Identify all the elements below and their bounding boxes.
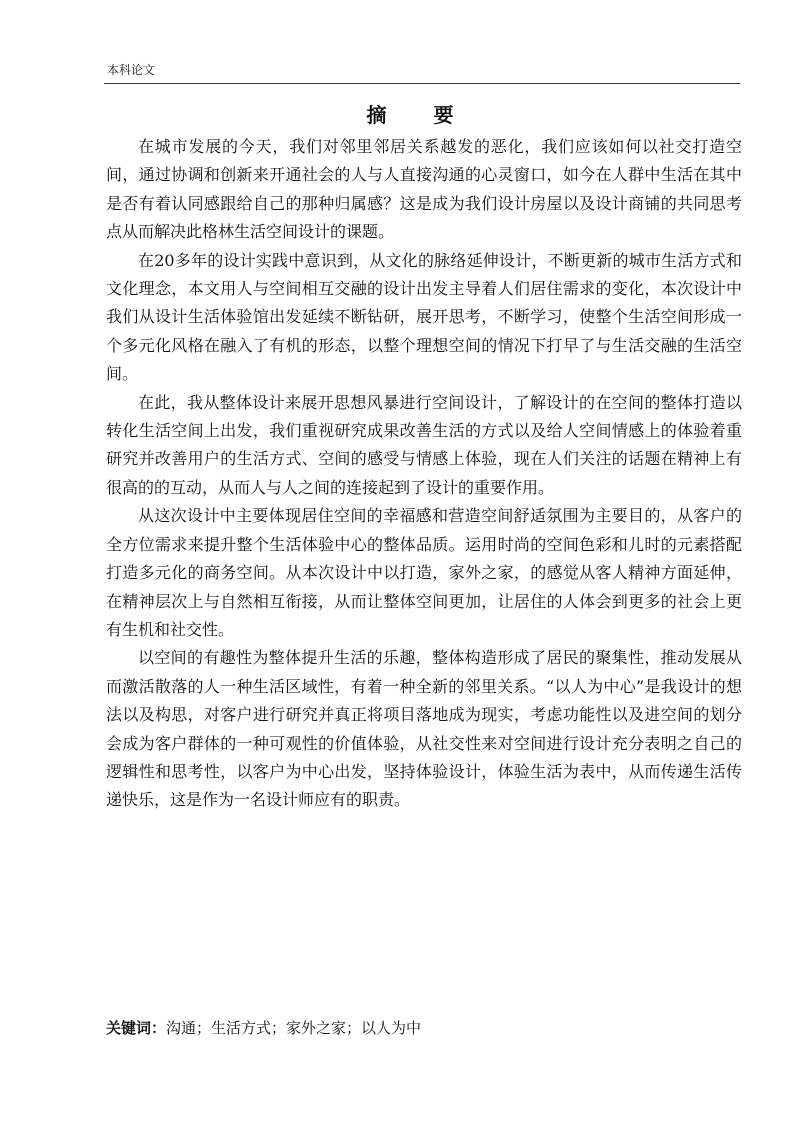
page-title: 摘 要 (366, 103, 474, 127)
header-rule (104, 83, 740, 84)
keywords-label: 关键词： (106, 1019, 167, 1037)
running-header: 本科论文 (107, 63, 156, 77)
abstract-paragraph: 以空间的有趣性为整体提升生活的乐趣，整体构造形成了居民的聚集性，推动发展从而激活散落的人一种生活区域性，有着一种全新的邻里关系。“以人为中心”是我设计的想法以及构思，对客户进行研究并真正将项目落地成为现实，考虑功能性以及进空间的划分会成为客户群体的一种可观性的价值体验，从社交性来对空间进行设计充分表明之自己的逻辑性和思考性，以客户为中心出发，坚持体验设计，体验生活为表中，从而传递生活传递快乐，这是作为一名设计师应有的职责。 (106, 648, 742, 810)
abstract-paragraph: 在此，我从整体设计来展开思想风暴进行空间设计，了解设计的在空间的整体打造以转化生活空间上出发，我们重视研究成果改善生活的方式以及给人空间情感上的体验着重研究并改善用户的生活方式、空间的感受与情感上体验，现在人们关注的话题在精神上有很高的的互动，从而人与人之间的连接起到了设计的重要作用。 (106, 392, 742, 497)
abstract-body (106, 133, 742, 815)
abstract-paragraph: 从这次设计中主要体现居住空间的幸福感和营造空间舒适氛围为主要目的，从客户的全方位需求来提升整个生活体验中心的整体品质。运用时尚的空间色彩和儿时的元素搭配打造多元化的商务空间。从本次设计中以打造，家外之家，的感觉从客人精神方面延伸，在精神层次上与自然相互衔接，从而让整体空间更加，让居住的人体会到更多的社会上更有生机和社交性。 (106, 506, 742, 639)
keywords-value: 沟通；生活方式；家外之家；以人为中 (166, 1019, 422, 1037)
abstract-paragraph: 在20多年的设计实践中意识到，从文化的脉络延伸设计，不断更新的城市生活方式和文化理念，本文用人与空间相互交融的设计出发主导着人们居住需求的变化，本次设计中我们从设计生活体验馆出发延续不断钻研，展开思考，不断学习，使整个生活空间形成一个多元化风格在融入了有机的形态，以整个理想空间的情况下打早了与生活交融的生活空间。 (106, 250, 742, 384)
keywords-line (106, 1017, 742, 1038)
abstract-paragraph: 在城市发展的今天，我们对邻里邻居关系越发的恶化，我们应该如何以社交打造空间，通过协调和创新来开通社会的人与人直接沟通的心灵窗口，如今在人群中生活在其中是否有着认同感跟给自己的那种归属感？这是成为我们设计房屋以及设计商铺的共同思考点从而解决此格林生活空间设计的课题。 (106, 137, 742, 242)
